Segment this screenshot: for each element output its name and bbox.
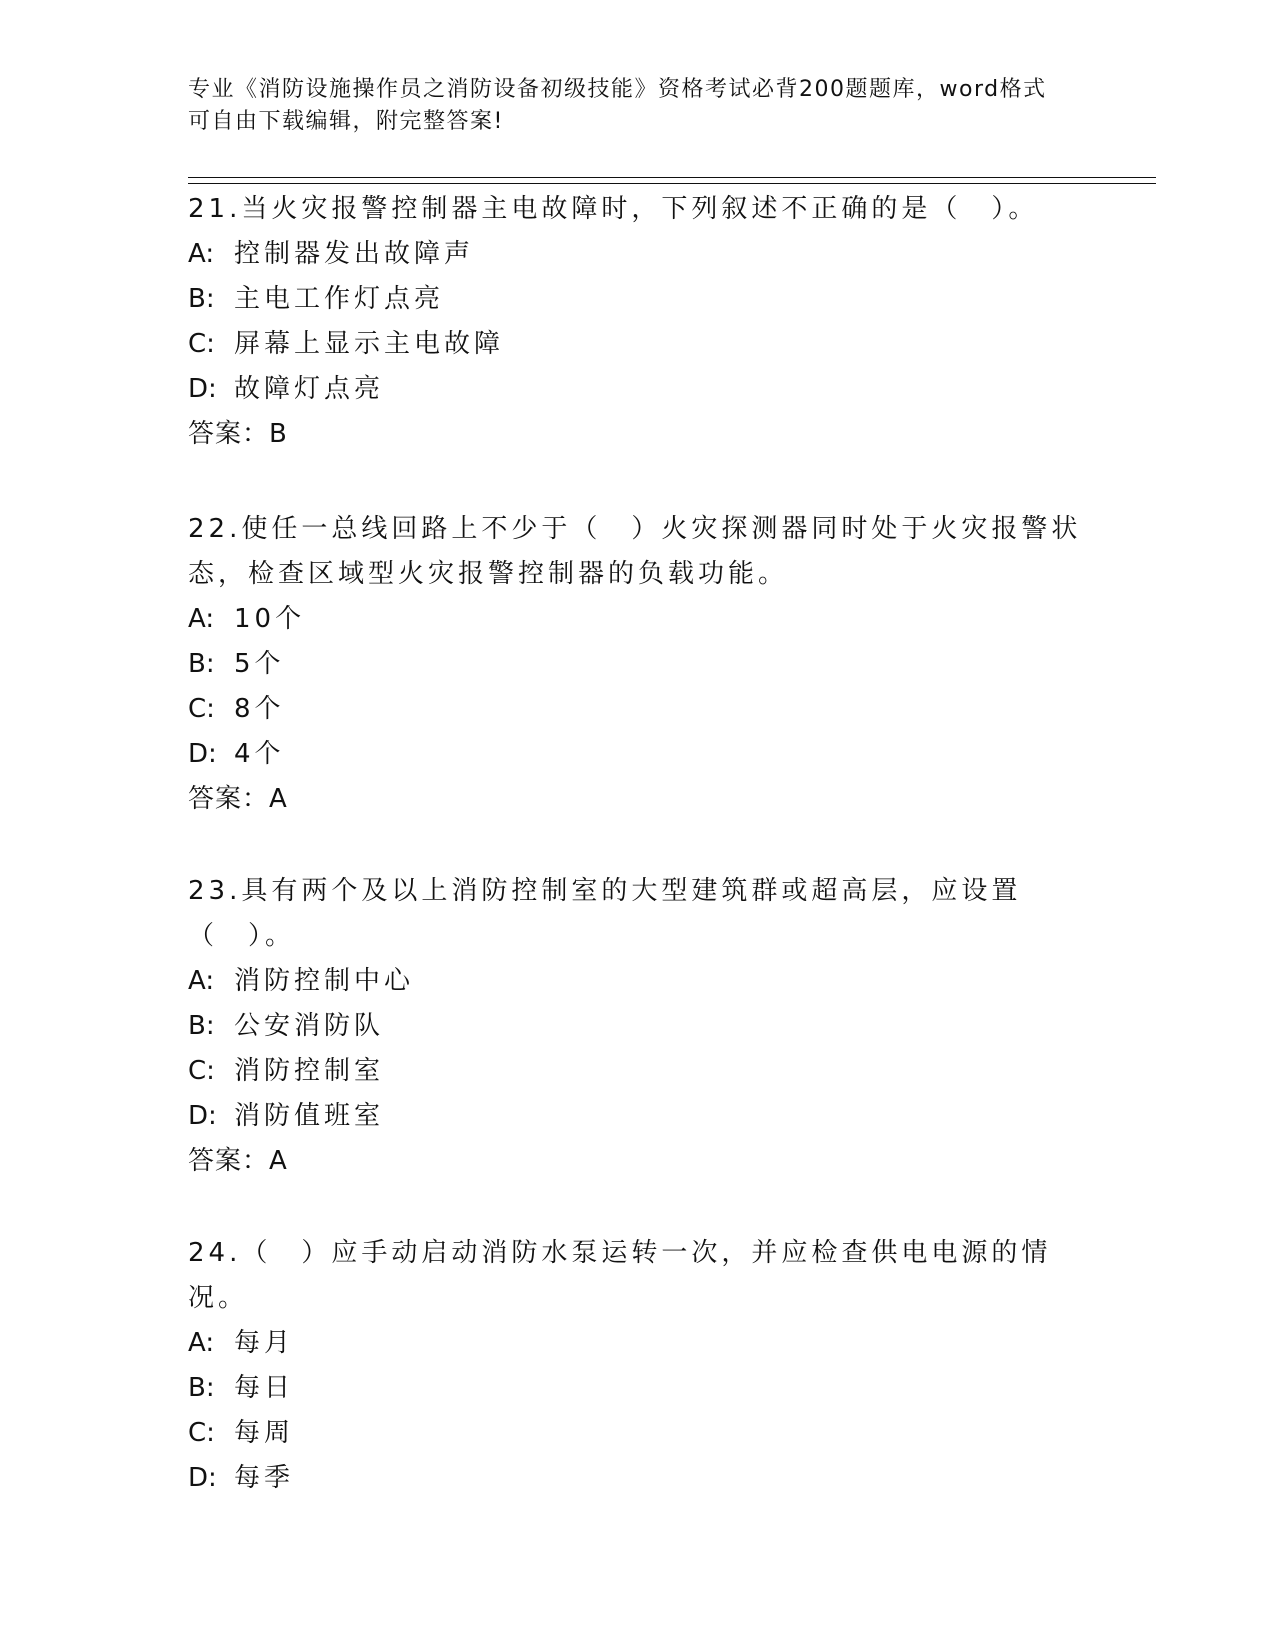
option-b bbox=[188, 1366, 1088, 1411]
option-letter: A: bbox=[188, 239, 215, 269]
option-b bbox=[188, 277, 1088, 322]
option-c bbox=[188, 322, 1088, 367]
option-text: 8个 bbox=[234, 694, 285, 724]
option-letter: C: bbox=[188, 1418, 215, 1448]
option-text: 每日 bbox=[234, 1373, 295, 1403]
option-letter: A: bbox=[188, 966, 215, 996]
option-text: 公安消防队 bbox=[234, 1011, 385, 1041]
answer-label: 答案：A bbox=[188, 784, 288, 814]
option-text: 主电工作灯点亮 bbox=[234, 284, 445, 314]
option-letter: A: bbox=[188, 604, 215, 634]
option-d bbox=[188, 1456, 1088, 1501]
option-text: 屏幕上显示主电故障 bbox=[234, 329, 505, 359]
header-divider-top bbox=[188, 177, 1156, 178]
option-text: 4个 bbox=[234, 739, 285, 769]
option-c bbox=[188, 1411, 1088, 1456]
question-stem: 21.当火灾报警控制器主电故障时，下列叙述不正确的是（ ）。 bbox=[188, 194, 1039, 224]
option-letter: B: bbox=[188, 284, 215, 314]
option-d bbox=[188, 1094, 1088, 1139]
answer-label: 答案：B bbox=[188, 419, 288, 449]
question-21 bbox=[188, 187, 1088, 457]
option-letter: C: bbox=[188, 1056, 215, 1086]
option-a bbox=[188, 959, 1088, 1004]
option-text: 每季 bbox=[234, 1463, 295, 1493]
option-text: 5个 bbox=[234, 649, 285, 679]
question-22 bbox=[188, 507, 1088, 822]
option-letter: D: bbox=[188, 1101, 217, 1131]
question-stem: 24.（ ）应手动启动消防水泵运转一次，并应检查供电电源的情况。 bbox=[188, 1238, 1052, 1313]
option-text: 控制器发出故障声 bbox=[234, 239, 475, 269]
option-a bbox=[188, 1321, 1088, 1366]
question-stem: 23.具有两个及以上消防控制室的大型建筑群或超高层，应设置（ ）。 bbox=[188, 876, 1022, 951]
option-letter: C: bbox=[188, 329, 215, 359]
option-letter: C: bbox=[188, 694, 215, 724]
question-23 bbox=[188, 869, 1088, 1184]
option-text: 消防控制室 bbox=[234, 1056, 385, 1086]
option-text: 消防控制中心 bbox=[234, 966, 415, 996]
option-text: 消防值班室 bbox=[234, 1101, 385, 1131]
option-c bbox=[188, 687, 1088, 732]
option-d bbox=[188, 367, 1088, 412]
option-letter: D: bbox=[188, 739, 217, 769]
option-letter: D: bbox=[188, 1463, 217, 1493]
option-letter: B: bbox=[188, 649, 215, 679]
option-letter: D: bbox=[188, 374, 217, 404]
question-24 bbox=[188, 1231, 1088, 1501]
option-text: 每周 bbox=[234, 1418, 295, 1448]
header-divider-bottom bbox=[188, 183, 1156, 184]
option-c bbox=[188, 1049, 1088, 1094]
option-text: 10个 bbox=[234, 604, 306, 634]
option-b bbox=[188, 642, 1088, 687]
option-a bbox=[188, 232, 1088, 277]
question-stem: 22.使任一总线回路上不少于（ ）火灾探测器同时处于火灾报警状态，检查区域型火灾报警控制器的负载功能。 bbox=[188, 514, 1082, 589]
answer-label: 答案：A bbox=[188, 1146, 288, 1176]
option-letter: A: bbox=[188, 1328, 215, 1358]
document-header: 专业《消防设施操作员之消防设备初级技能》资格考试必背200题题库，word格式可自由下载编辑，附完整答案! bbox=[188, 77, 1047, 134]
option-letter: B: bbox=[188, 1011, 215, 1041]
option-a bbox=[188, 597, 1088, 642]
option-d bbox=[188, 732, 1088, 777]
option-letter: B: bbox=[188, 1373, 215, 1403]
option-text: 每月 bbox=[234, 1328, 295, 1358]
option-text: 故障灯点亮 bbox=[234, 374, 385, 404]
option-b bbox=[188, 1004, 1088, 1049]
